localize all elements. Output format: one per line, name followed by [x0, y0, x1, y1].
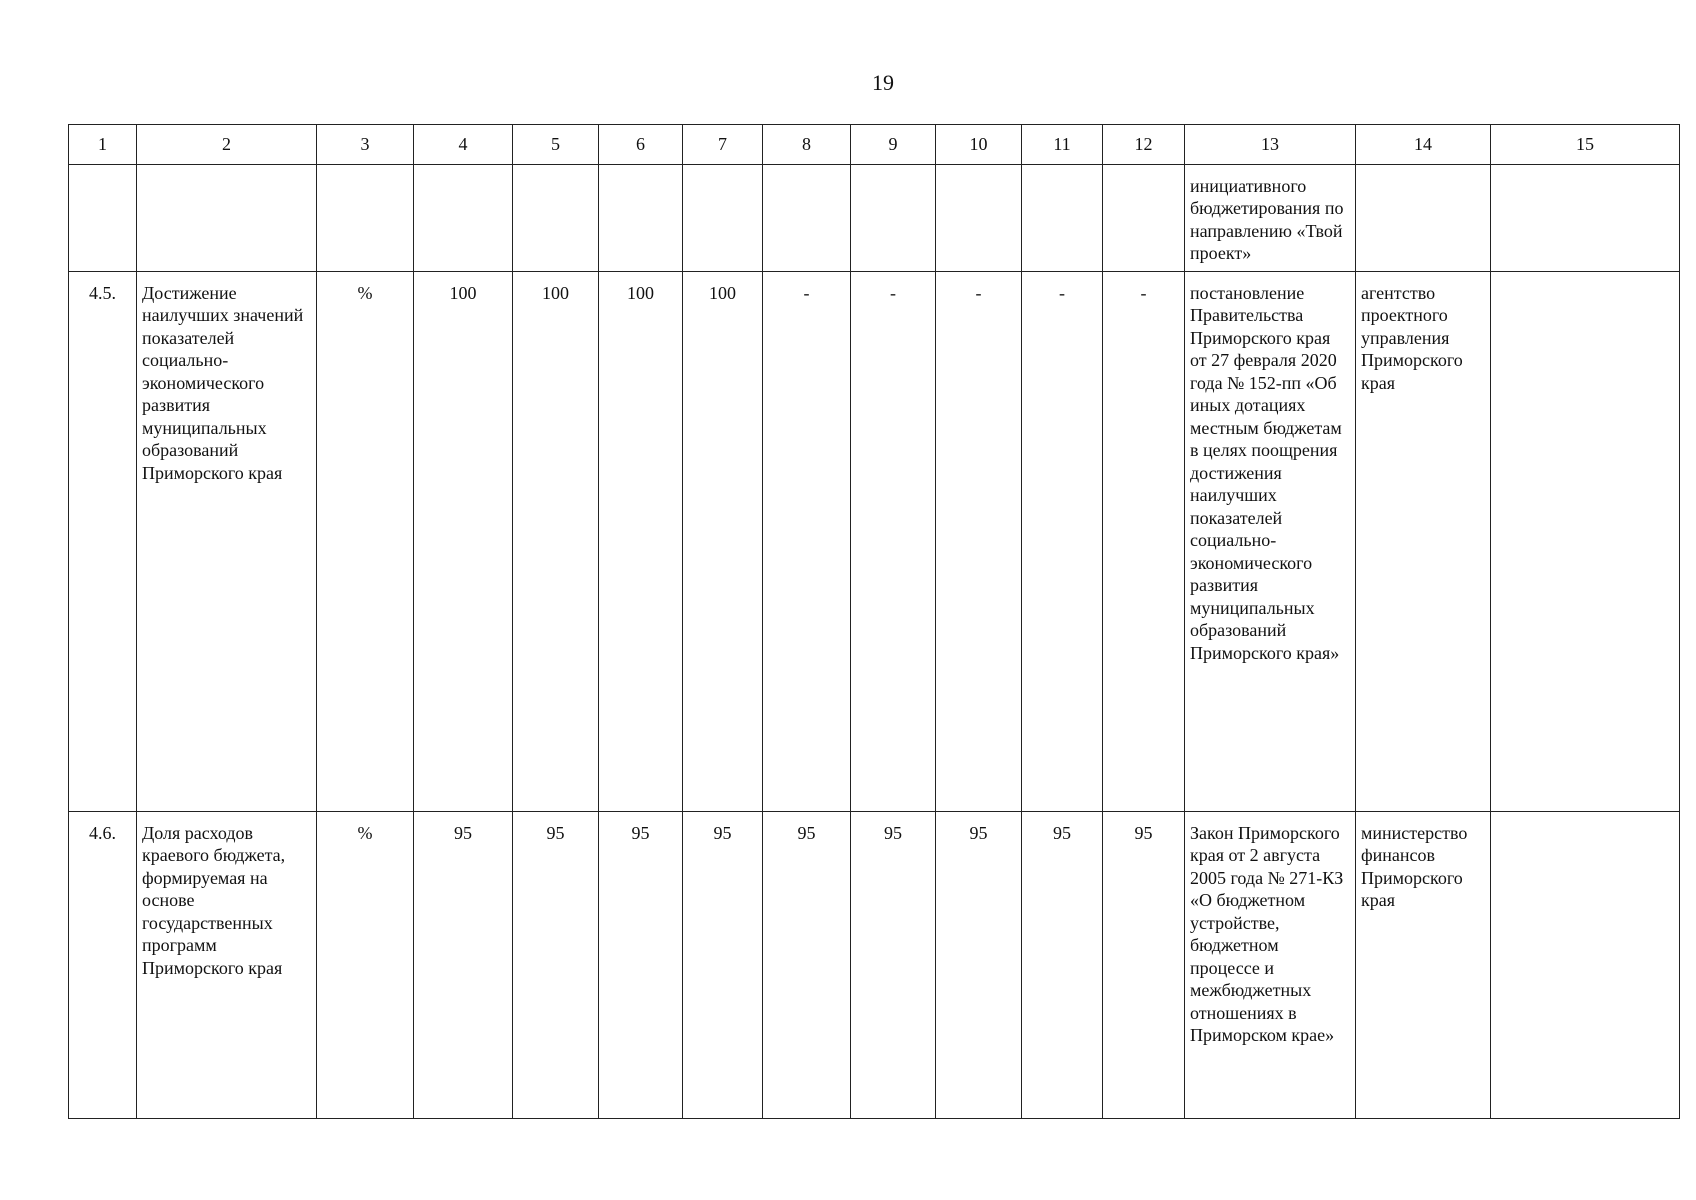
- value-cell: 95: [936, 811, 1022, 1118]
- header-cell: 14: [1356, 125, 1491, 165]
- value-cell: [683, 164, 763, 271]
- responsible-body: министерство финансов Приморского края: [1356, 811, 1491, 1118]
- indicator-name: Доля расходов краевого бюджета, формируемая на основе государственных программ Приморского края: [137, 811, 317, 1118]
- value-cell: 100: [683, 271, 763, 811]
- value-cell: [1022, 164, 1103, 271]
- value-cell: [513, 164, 599, 271]
- value-cell: 95: [599, 811, 683, 1118]
- legal-basis: постановление Правительства Приморского края от 27 февраля 2020 года № 152-пп «Об иных дотациях местным бюджетам в целях поощрения достижения наилучших показателей социально-экономического развития муниципальных образований Приморского края»: [1185, 271, 1356, 811]
- value-cell: 95: [683, 811, 763, 1118]
- note: [1491, 164, 1680, 271]
- header-cell: 3: [317, 125, 414, 165]
- value-cell: 100: [599, 271, 683, 811]
- header-row: [69, 125, 1680, 165]
- unit: %: [317, 811, 414, 1118]
- indicator-name: Достижение наилучших значений показателей социально-экономического развития муниципальных образований Приморского края: [137, 271, 317, 811]
- header-cell: 11: [1022, 125, 1103, 165]
- header-cell: 15: [1491, 125, 1680, 165]
- value-cell: -: [763, 271, 851, 811]
- value-cell: -: [851, 271, 936, 811]
- value-cell: -: [1022, 271, 1103, 811]
- row-number: 4.6.: [69, 811, 137, 1118]
- header-cell: 7: [683, 125, 763, 165]
- table-row: [69, 811, 1680, 1118]
- value-cell: [763, 164, 851, 271]
- value-cell: 100: [414, 271, 513, 811]
- value-cell: 95: [513, 811, 599, 1118]
- header-cell: 12: [1103, 125, 1185, 165]
- page-number: 19: [872, 70, 894, 95]
- header-cell: 13: [1185, 125, 1356, 165]
- note: [1491, 271, 1680, 811]
- header-cell: 4: [414, 125, 513, 165]
- value-cell: 95: [414, 811, 513, 1118]
- value-cell: 100: [513, 271, 599, 811]
- row-number: 4.5.: [69, 271, 137, 811]
- header-cell: 8: [763, 125, 851, 165]
- value-cell: [851, 164, 936, 271]
- value-cell: [1103, 164, 1185, 271]
- value-cell: 95: [1103, 811, 1185, 1118]
- header-cell: 9: [851, 125, 936, 165]
- value-cell: [414, 164, 513, 271]
- header-cell: 2: [137, 125, 317, 165]
- value-cell: 95: [851, 811, 936, 1118]
- unit: [317, 164, 414, 271]
- value-cell: 95: [1022, 811, 1103, 1118]
- unit: %: [317, 271, 414, 811]
- value-cell: -: [1103, 271, 1185, 811]
- value-cell: [936, 164, 1022, 271]
- header-cell: 10: [936, 125, 1022, 165]
- value-cell: [599, 164, 683, 271]
- responsible-body: агентство проектного управления Приморского края: [1356, 271, 1491, 811]
- note: [1491, 811, 1680, 1118]
- value-cell: -: [936, 271, 1022, 811]
- row-number: [69, 164, 137, 271]
- value-cell: 95: [763, 811, 851, 1118]
- responsible-body: [1356, 164, 1491, 271]
- legal-basis: Закон Приморского края от 2 августа 2005 года № 271-КЗ «О бюджетном устройстве, бюджетном процессе и межбюджетных отношениях в Приморском крае»: [1185, 811, 1356, 1118]
- header-cell: 5: [513, 125, 599, 165]
- legal-basis: инициативного бюджетирования по направлению «Твой проект»: [1185, 164, 1356, 271]
- table-row: [69, 164, 1680, 271]
- header-cell: 6: [599, 125, 683, 165]
- table-row: [69, 271, 1680, 811]
- indicator-name: [137, 164, 317, 271]
- indicators-table: [68, 124, 1680, 1119]
- header-cell: 1: [69, 125, 137, 165]
